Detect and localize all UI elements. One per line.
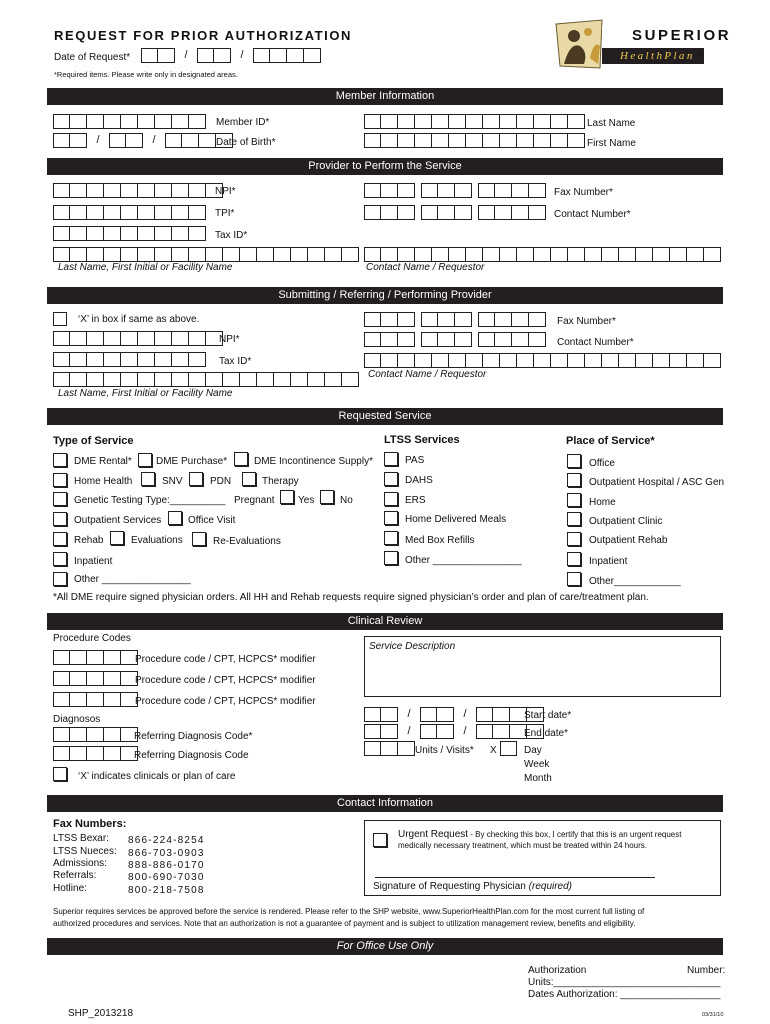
place-home-checkbox[interactable] [567, 493, 581, 507]
submitting-fax-label: Fax Number* [557, 316, 616, 327]
fax-numbers-heading: Fax Numbers: [53, 818, 127, 830]
clinicals-attached-checkbox[interactable] [53, 767, 67, 781]
dme-purchase-checkbox[interactable] [138, 453, 152, 467]
place-outpatient-clinic-checkbox[interactable] [567, 512, 581, 526]
submitting-name-label: Last Name, First Initial or Facility Name [58, 388, 233, 399]
fax-line-number: 866-703-0903 [128, 848, 205, 859]
rehab-label: Rehab [74, 535, 104, 546]
provider-tax-id-label: Tax ID* [215, 230, 248, 241]
urgent-request-checkbox[interactable] [373, 833, 387, 847]
urgent-request-text-2: medically necessary treatment, which must be treated within 24 hours. [398, 841, 648, 850]
fax-line-number: 800-690-7030 [128, 872, 205, 883]
date-of-birth-field[interactable] [53, 133, 233, 148]
form-id: SHP_2013218 [68, 1008, 134, 1019]
page-title: REQUEST FOR PRIOR AUTHORIZATION [54, 28, 353, 43]
genetic-testing-label: Genetic Testing Type:__________ [74, 495, 226, 506]
required-note: *Required items. Please write only in designated areas. [54, 70, 238, 79]
place-other-checkbox[interactable] [567, 572, 581, 586]
place-home-label: Home [589, 497, 616, 508]
member-information-bar: Member Information [47, 88, 723, 105]
dme-requirement-note: *All DME require signed physician orders. All HH and Rehab requests require signed physician’s order and plan of care/treatment plan. [53, 592, 649, 603]
ers-checkbox[interactable] [384, 492, 398, 506]
referring-diagnosis-required-label: Referring Diagnosis Code* [134, 731, 253, 742]
provider-tpi-field[interactable] [53, 205, 206, 220]
type-of-service-heading: Type of Service [53, 435, 134, 447]
submitting-contact-number-field[interactable] [364, 332, 546, 347]
submitting-provider-bar: Submitting / Referring / Performing Provider [47, 287, 723, 304]
outpatient-services-label: Outpatient Services [74, 515, 162, 526]
place-inpatient-label: Inpatient [589, 556, 628, 567]
procedure-code-1-label: Procedure code / CPT, HCPCS* modifier [135, 654, 316, 665]
signature-line[interactable] [375, 877, 655, 878]
dme-incontinence-checkbox[interactable] [234, 452, 248, 466]
evaluations-label: Evaluations [131, 535, 183, 546]
urgent-request-title-text: Urgent Request [398, 829, 469, 840]
provider-contact-name-field[interactable] [364, 247, 721, 262]
units-label: Units:______________________________ [528, 977, 721, 988]
med-box-refills-checkbox[interactable] [384, 531, 398, 545]
urgent-request-text-1: - By checking this box, I certify that this is an urgent request [468, 830, 682, 839]
date-slash: / [407, 708, 411, 720]
first-name-field[interactable] [364, 133, 585, 148]
last-name-field[interactable] [364, 114, 585, 129]
place-office-checkbox[interactable] [567, 454, 581, 468]
referring-diagnosis-label: Referring Diagnosis Code [134, 750, 249, 761]
fax-line-number: 888-886-0170 [128, 860, 205, 871]
start-date-label: Start date* [524, 710, 572, 721]
provider-contact-number-label: Contact Number* [554, 209, 631, 220]
date-of-birth-label: Date of Birth* [216, 137, 276, 148]
logo-wordmark-top: SUPERIOR [632, 27, 732, 44]
procedure-codes-label: Procedure Codes [53, 633, 131, 644]
dme-incontinence-label: DME Incontinence Supply* [254, 456, 373, 467]
date-slash: / [463, 725, 467, 737]
end-date-field[interactable] [364, 724, 544, 739]
office-visit-label: Office Visit [188, 515, 236, 526]
end-date-label: End date* [524, 728, 568, 739]
contact-information-bar: Contact Information [47, 795, 723, 812]
genetic-testing-checkbox[interactable] [53, 492, 67, 506]
pdn-label: PDN [210, 476, 232, 487]
pas-label: PAS [405, 455, 425, 466]
day-label: Day [524, 745, 542, 756]
other-service-label: Other ________________ [74, 574, 191, 585]
referring-diagnosis-required-field[interactable] [53, 727, 138, 742]
fax-line-label: LTSS Bexar: [53, 833, 109, 844]
snv-checkbox[interactable] [141, 472, 155, 486]
provider-contact-name-label: Contact Name / Requestor [366, 262, 485, 273]
pregnant-yes-label: Yes [298, 495, 315, 506]
date-slash: / [240, 49, 244, 61]
date-slash: / [152, 134, 156, 146]
inpatient-label: Inpatient [74, 556, 113, 567]
re-evaluations-checkbox[interactable] [192, 532, 206, 546]
dahs-label: DAHS [405, 475, 433, 486]
procedure-code-3-label: Procedure code / CPT, HCPCS* modifier [135, 696, 316, 707]
week-label: Week [524, 759, 550, 770]
ltss-other-label: Other ________________ [405, 555, 522, 566]
other-service-checkbox[interactable] [53, 572, 67, 586]
submitting-contact-name-label: Contact Name / Requestor [368, 369, 487, 380]
pregnant-yes-checkbox[interactable] [280, 490, 294, 504]
pregnant-no-label: No [340, 495, 353, 506]
revision-date: 03/31/10 [702, 1012, 724, 1018]
clinicals-attached-label: ‘X’ indicates clinicals or plan of care [78, 771, 236, 782]
submitting-contact-number-label: Contact Number* [557, 337, 634, 348]
dme-purchase-label: DME Purchase* [156, 456, 228, 467]
units-x-label: X [490, 745, 497, 756]
referring-diagnosis-field[interactable] [53, 746, 138, 761]
re-evaluations-label: Re-Evaluations [213, 536, 281, 547]
logo-registered-mark: ® [698, 52, 704, 59]
office-visit-checkbox[interactable] [168, 511, 182, 525]
fax-line-label: Admissions: [53, 858, 107, 869]
procedure-code-1-field[interactable] [53, 650, 138, 665]
submitting-fax-field[interactable] [364, 312, 546, 327]
dahs-checkbox[interactable] [384, 472, 398, 486]
outpatient-services-checkbox[interactable] [53, 512, 67, 526]
home-delivered-meals-label: Home Delivered Meals [405, 514, 507, 525]
diagnosos-label: Diagnosos [53, 714, 101, 725]
units-visits-field[interactable] [364, 741, 415, 756]
signature-required-text: (required) [528, 881, 573, 892]
home-health-checkbox[interactable] [53, 473, 67, 487]
snv-label: SNV [162, 476, 183, 487]
provider-name-label: Last Name, First Initial or Facility Name [58, 262, 233, 273]
date-slash: / [184, 49, 188, 61]
evaluations-checkbox[interactable] [110, 531, 124, 545]
provider-npi-label: NPI* [215, 186, 236, 197]
first-name-label: First Name [587, 138, 636, 149]
procedure-code-3-field[interactable] [53, 692, 138, 707]
date-of-request-field[interactable] [141, 48, 321, 63]
date-of-request-label: Date of Request* [54, 52, 131, 63]
signature-label-text: Signature of Requesting Physician [373, 881, 526, 892]
submitting-npi-field[interactable] [53, 331, 223, 346]
provider-bar: Provider to Perform the Service [47, 158, 723, 175]
authorization-number-label: Number: [687, 965, 726, 976]
provider-contact-number-field[interactable] [364, 205, 546, 220]
units-visits-label: Units / Visits* [415, 745, 474, 756]
provider-fax-field[interactable] [364, 183, 546, 198]
submitting-npi-label: NPI* [219, 334, 240, 345]
fax-line-label: Referrals: [53, 870, 97, 881]
footer-notice-line-1: Superior requires services be approved before the service is rendered. Please refer to the SHP website, www.SuperiorHealthPlan.com for the most current full listing of [53, 907, 645, 916]
pas-checkbox[interactable] [384, 452, 398, 466]
place-outpatient-rehab-label: Outpatient Rehab [589, 535, 668, 546]
footer-notice-line-2: authorized procedures and services. Note that an authorization is not a guarantee of payment and is subject to utilization management review, benefits and eligibility. [53, 919, 636, 928]
member-id-field[interactable] [53, 114, 206, 129]
submitting-contact-name-field[interactable] [364, 353, 721, 368]
requested-service-bar: Requested Service [47, 408, 723, 425]
rehab-checkbox[interactable] [53, 532, 67, 546]
home-health-label: Home Health [74, 476, 133, 487]
signature-label [373, 881, 572, 893]
place-inpatient-checkbox[interactable] [567, 552, 581, 566]
provider-tpi-label: TPI* [215, 208, 235, 219]
same-as-above-label: ‘X’ in box if same as above. [78, 314, 200, 325]
place-outpatient-rehab-checkbox[interactable] [567, 532, 581, 546]
procedure-code-2-field[interactable] [53, 671, 138, 686]
provider-name-field[interactable] [53, 247, 359, 262]
pregnant-label: Pregnant [234, 495, 275, 506]
clinical-review-bar: Clinical Review [47, 613, 723, 630]
member-id-label: Member ID* [216, 117, 270, 128]
pdn-checkbox[interactable] [189, 472, 203, 486]
place-outpatient-hospital-label: Outpatient Hospital / ASC Gen [589, 477, 725, 488]
submitting-tax-id-field[interactable] [53, 352, 206, 367]
procedure-code-2-label: Procedure code / CPT, HCPCS* modifier [135, 675, 316, 686]
home-delivered-meals-checkbox[interactable] [384, 511, 398, 525]
office-use-bar: For Office Use Only [47, 938, 723, 955]
inpatient-checkbox[interactable] [53, 552, 67, 566]
fax-line-number: 800-218-7508 [128, 885, 205, 896]
last-name-label: Last Name [587, 118, 636, 129]
start-date-field[interactable] [364, 707, 544, 722]
dme-rental-checkbox[interactable] [53, 453, 67, 467]
place-of-service-heading: Place of Service* [566, 435, 655, 447]
service-description-label: Service Description [369, 641, 456, 652]
fax-line-label: LTSS Nueces: [53, 846, 117, 857]
date-slash: / [96, 134, 100, 146]
frequency-period-field[interactable] [500, 741, 517, 756]
med-box-refills-label: Med Box Refills [405, 535, 475, 546]
pregnant-no-checkbox[interactable] [320, 490, 334, 504]
date-slash: / [407, 725, 411, 737]
ltss-other-checkbox[interactable] [384, 551, 398, 565]
ltss-services-heading: LTSS Services [384, 434, 460, 446]
place-office-label: Office [589, 458, 615, 469]
fax-line-label: Hotline: [53, 883, 87, 894]
ers-label: ERS [405, 495, 426, 506]
fax-line-number: 866-224-8254 [128, 835, 205, 846]
provider-tax-id-field[interactable] [53, 226, 206, 241]
place-other-label: Other____________ [589, 576, 681, 587]
provider-npi-field[interactable] [53, 183, 223, 198]
authorization-label: Authorization [528, 965, 587, 976]
same-as-above-checkbox[interactable] [53, 312, 67, 326]
place-outpatient-clinic-label: Outpatient Clinic [589, 516, 663, 527]
submitting-tax-id-label: Tax ID* [219, 356, 252, 367]
superior-healthplan-logo [554, 18, 732, 70]
dme-rental-label: DME Rental* [74, 456, 132, 467]
date-slash: / [463, 708, 467, 720]
dates-authorization-label: Dates Authorization: __________________ [528, 989, 721, 1000]
therapy-label: Therapy [262, 476, 299, 487]
month-label: Month [524, 773, 552, 784]
place-outpatient-hospital-checkbox[interactable] [567, 473, 581, 487]
submitting-name-field[interactable] [53, 372, 359, 387]
provider-fax-label: Fax Number* [554, 187, 613, 198]
therapy-checkbox[interactable] [242, 472, 256, 486]
logo-wordmark-bottom: HealthPlan [620, 50, 695, 62]
